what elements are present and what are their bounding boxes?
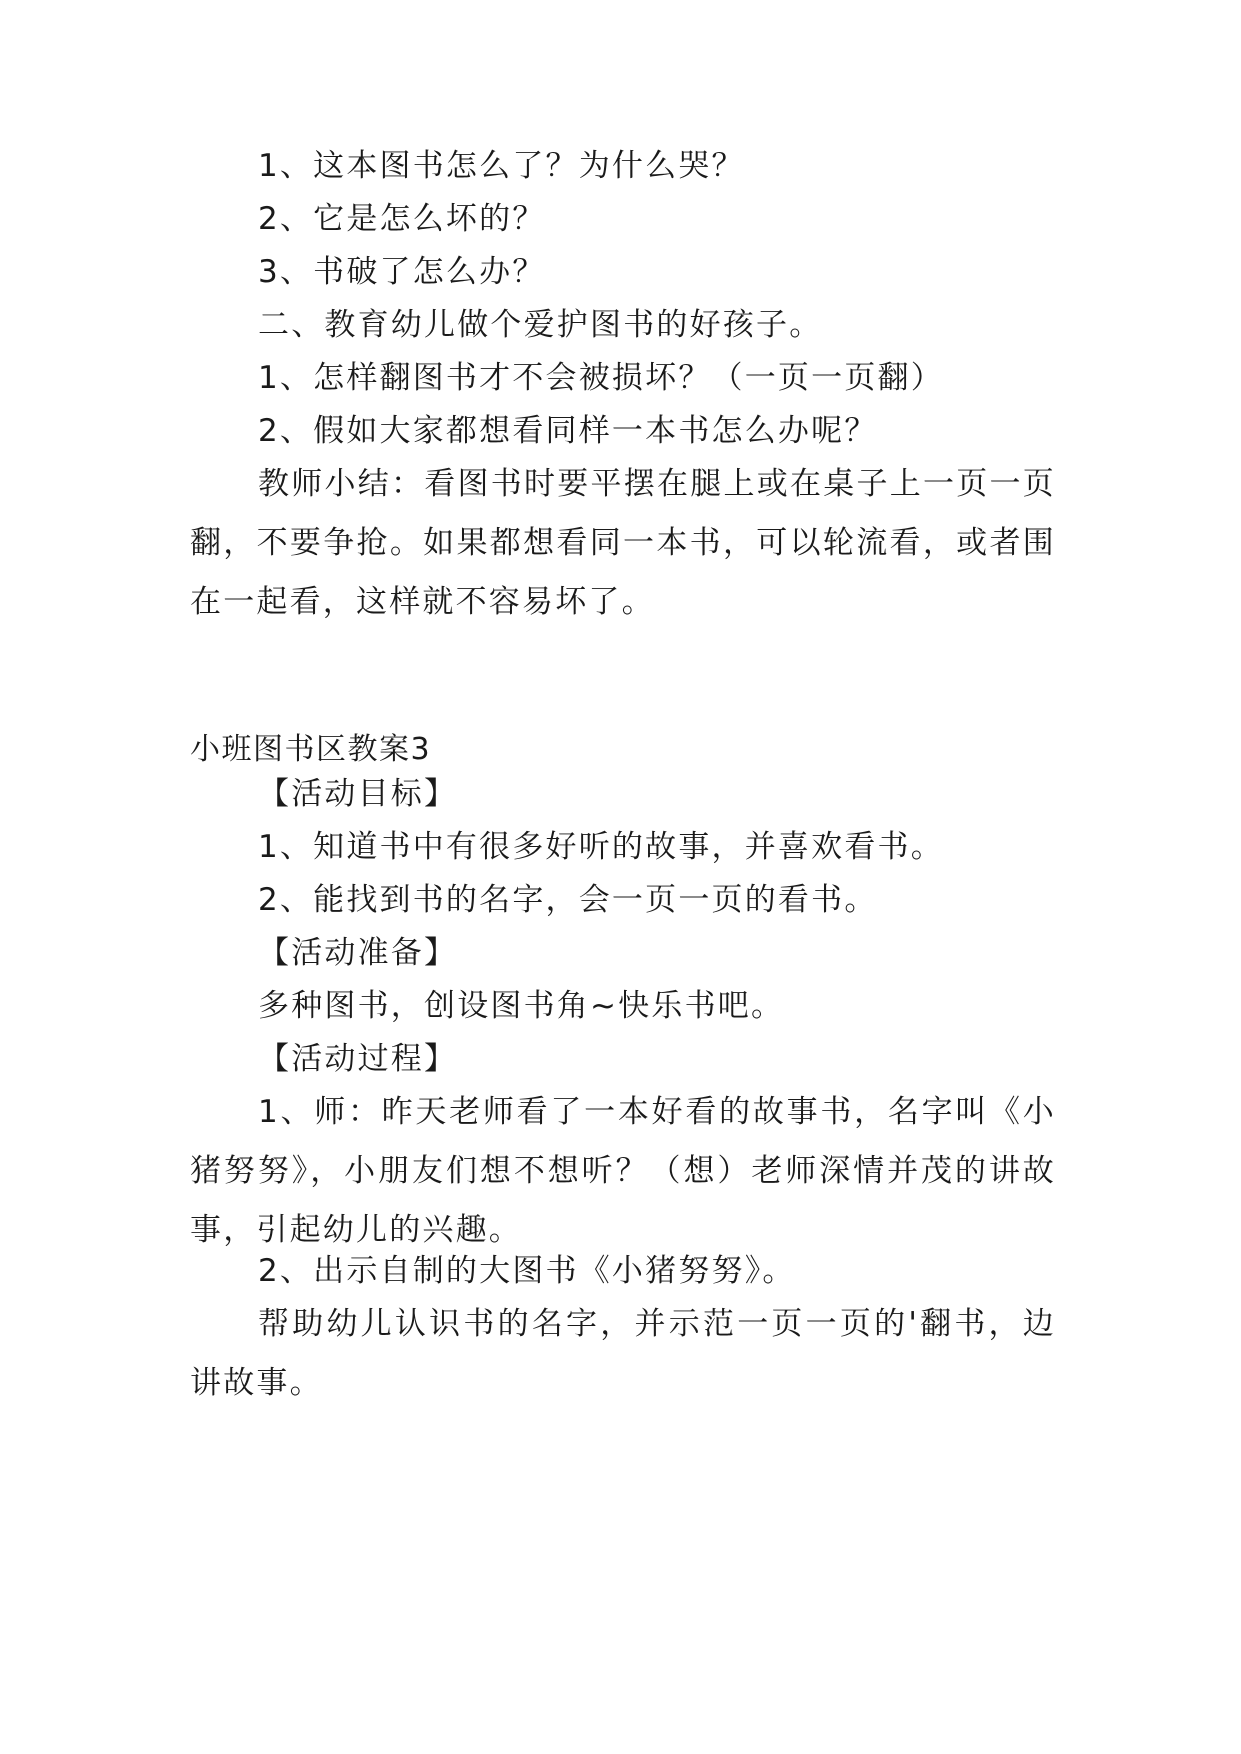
process-step-2: 2、出示自制的大图书《小猪努努》。 (258, 1253, 796, 1289)
preparation-heading: 【活动准备】 (258, 935, 458, 971)
process-step-2-detail: 帮助幼儿认识书的名字，并示范一页一页的'翻书，边讲故事。 (190, 1306, 1056, 1401)
section-heading-2: 二、教育幼儿做个爱护图书的好孩子。 (258, 307, 823, 343)
question-5: 2、假如大家都想看同样一本书怎么办呢？ (258, 413, 878, 449)
process-step-1: 1、师：昨天老师看了一本好看的故事书，名字叫《小猪努努》，小朋友们想不想听？（想）老师深情并茂的讲故事，引起幼儿的兴趣。 (190, 1094, 1056, 1248)
question-1: 1、这本图书怎么了？为什么哭？ (258, 148, 745, 184)
question-3: 3、书破了怎么办？ (258, 254, 546, 290)
goal-heading: 【活动目标】 (258, 776, 458, 812)
lesson-title: 小班图书区教案3 (190, 732, 432, 767)
question-4: 1、怎样翻图书才不会被损坏？（一页一页翻） (258, 360, 944, 396)
teacher-summary: 教师小结：看图书时要平摆在腿上或在桌子上一页一页翻，不要争抢。如果都想看同一本书，可以轮流看，或者围在一起看，这样就不容易坏了。 (190, 466, 1056, 620)
question-2: 2、它是怎么坏的？ (258, 201, 546, 237)
process-heading: 【活动过程】 (258, 1041, 458, 1077)
goal-1: 1、知道书中有很多好听的故事，并喜欢看书。 (258, 829, 944, 865)
preparation-text: 多种图书，创设图书角~快乐书吧。 (258, 988, 785, 1024)
goal-2: 2、能找到书的名字，会一页一页的看书。 (258, 882, 878, 918)
